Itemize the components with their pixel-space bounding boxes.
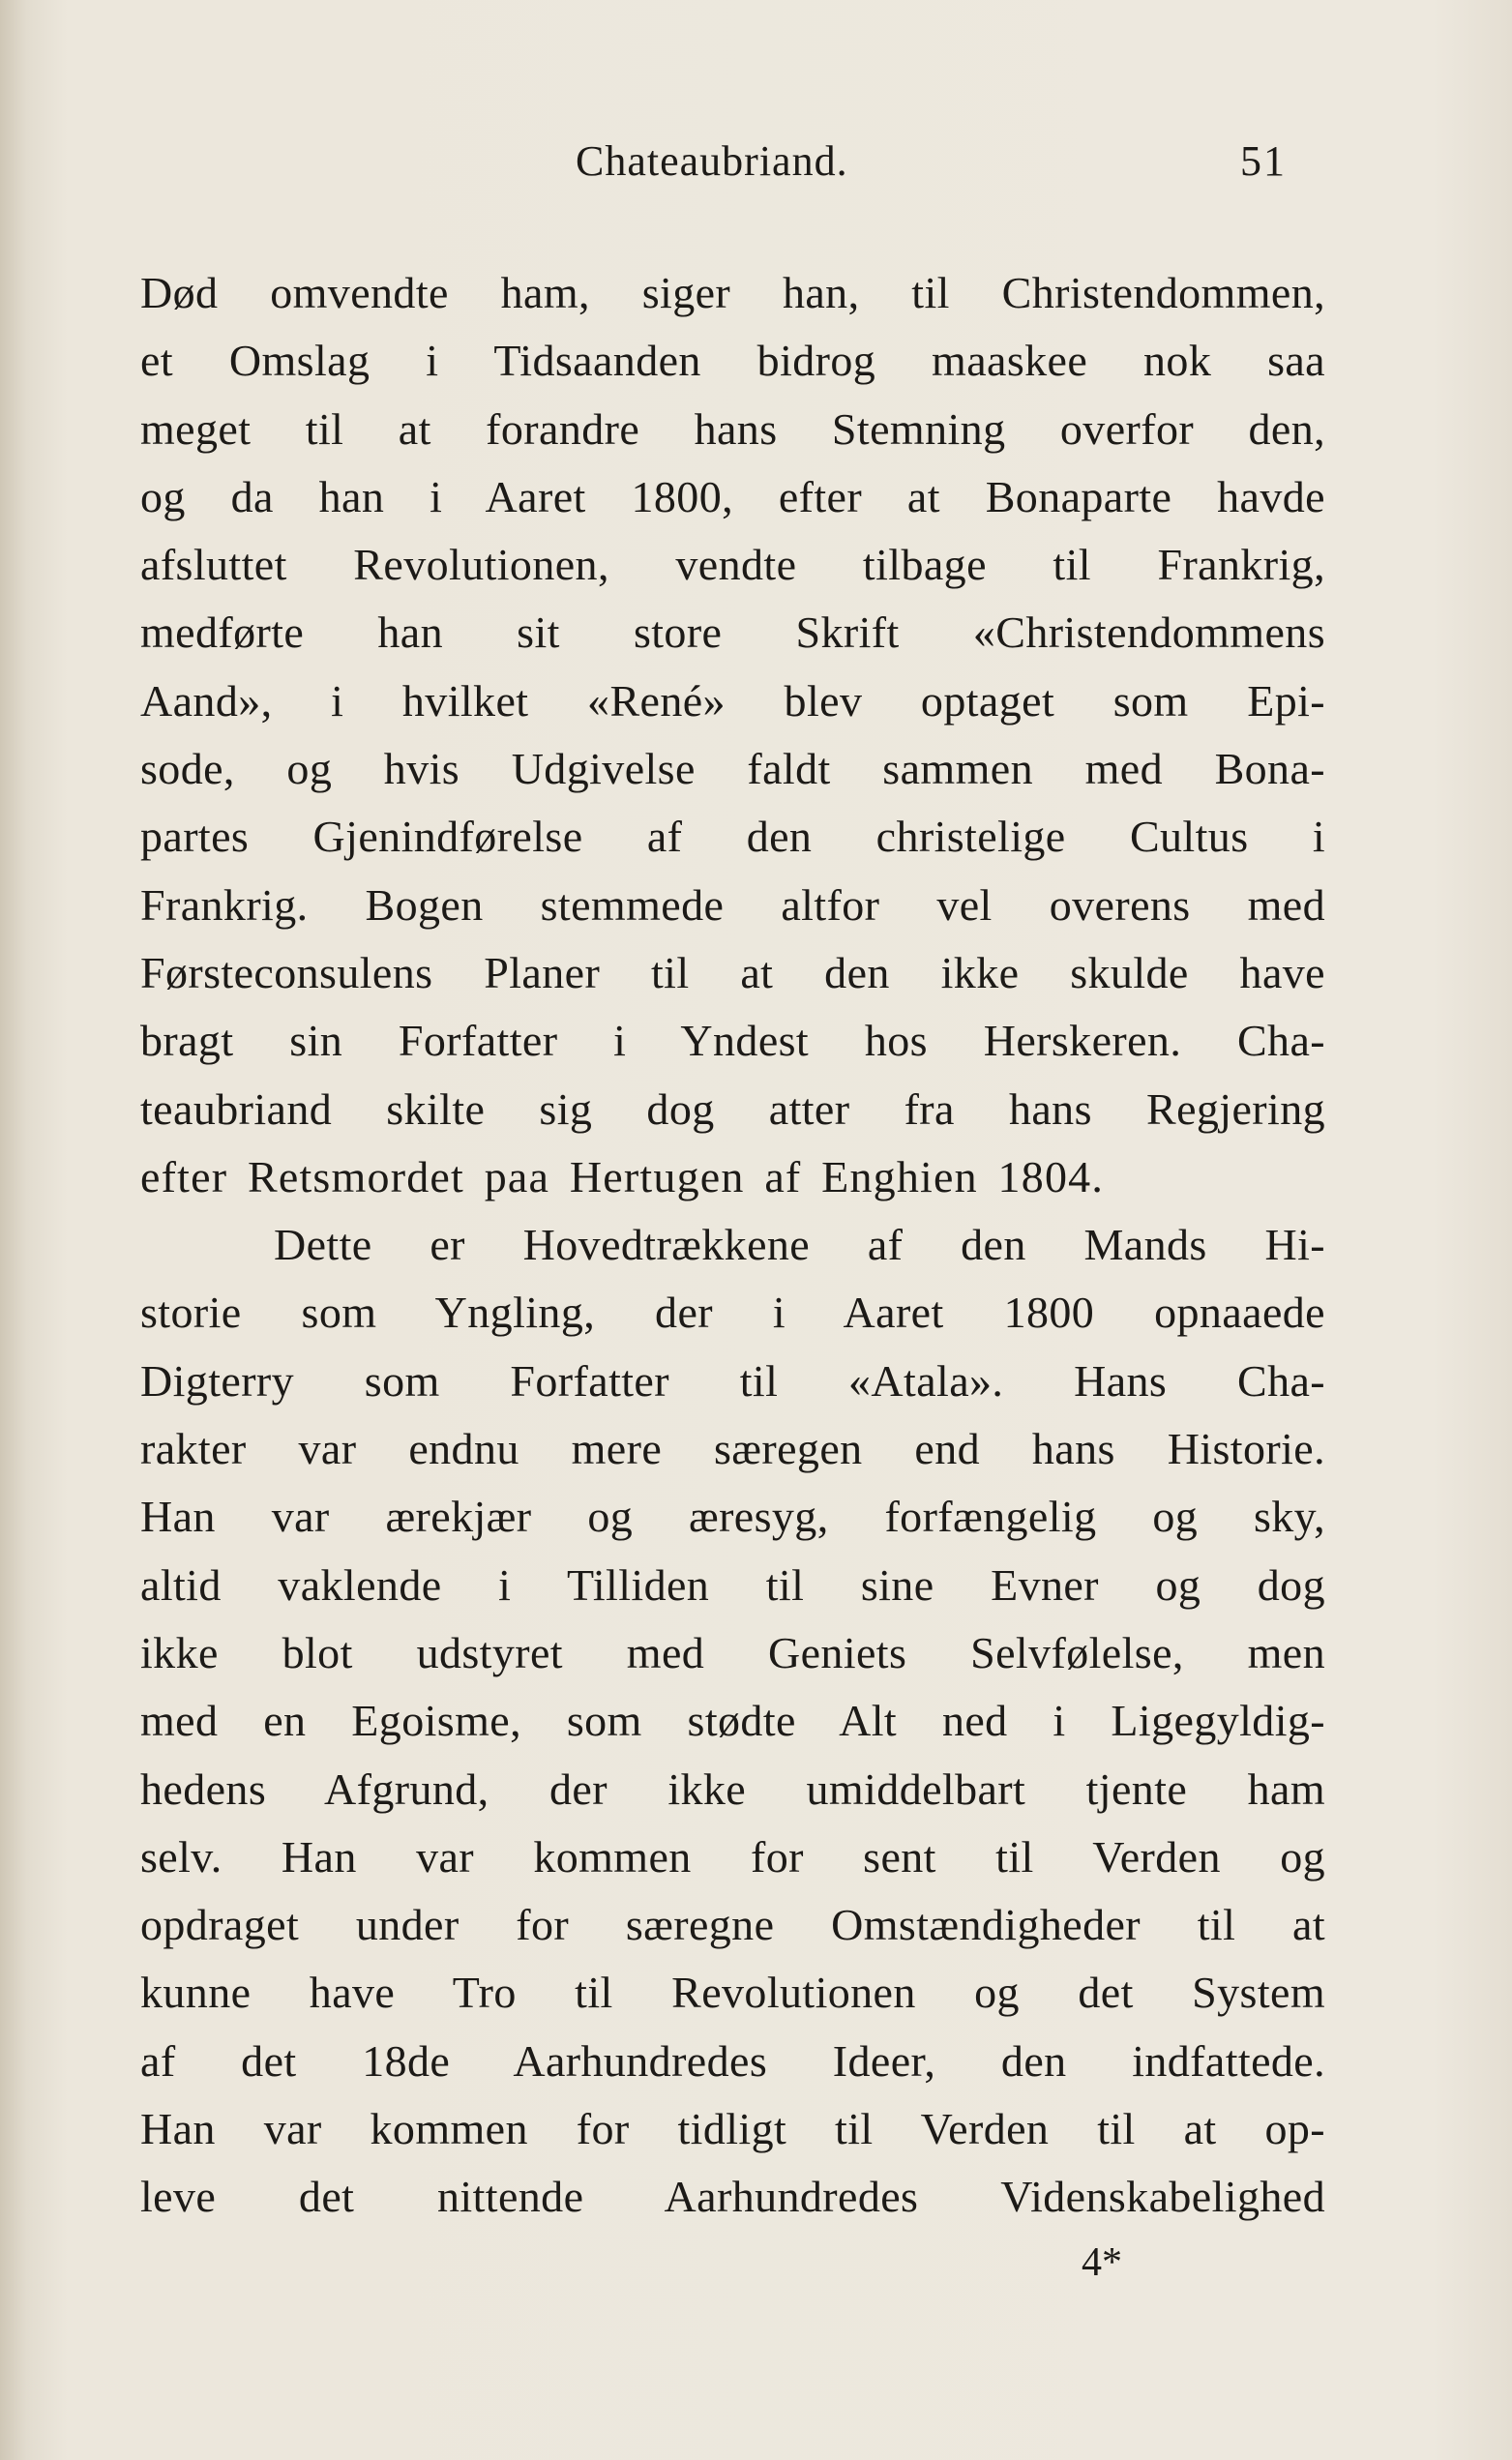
text-line: Digterry som Forfatter til «Atala». Hans Cha- xyxy=(140,1355,1325,1406)
paragraph-start-line: Dette er Hovedtrækkene af den Mands Hi- xyxy=(274,1220,1325,1270)
body-text xyxy=(140,259,1325,2232)
text-line: Førsteconsulens Planer til at den ikke skulde have xyxy=(140,947,1325,997)
text-line: efter Retsmordet paa Hertugen af Enghien 1804. xyxy=(140,1151,1105,1201)
text-line: afsluttet Revolutionen, vendte tilbage til Frankrig, xyxy=(140,540,1325,590)
text-line: kunne have Tro til Revolutionen og det System xyxy=(140,1968,1325,2018)
text-line: opdraget under for særegne Omstændigheder til at xyxy=(140,1900,1325,1950)
text-line: leve det nittende Aarhundredes Videnskabelighed xyxy=(140,2172,1325,2222)
text-line: Han var ærekjær og æresyg, forfængelig og sky, xyxy=(140,1492,1325,1542)
running-title: Chateaubriand. xyxy=(576,137,848,185)
text-line: hedens Afgrund, der ikke umiddelbart tjente ham xyxy=(140,1763,1325,1814)
text-line: med en Egoisme, som stødte Alt ned i Ligegyldig- xyxy=(140,1696,1325,1746)
text-line: Aand», i hvilket «René» blev optaget som Epi- xyxy=(140,675,1325,726)
text-line: teaubriand skilte sig dog atter fra hans Regjering xyxy=(140,1083,1325,1134)
text-line: sode, og hvis Udgivelse faldt sammen med Bona- xyxy=(140,744,1325,794)
text-line: partes Gjenindførelse af den christelige Cultus i xyxy=(140,812,1325,862)
text-line: rakter var endnu mere særegen end hans Historie. xyxy=(140,1424,1325,1474)
text-line: et Omslag i Tidsaanden bidrog maaskee nok saa xyxy=(140,336,1325,386)
text-line: meget til at forandre hans Stemning overfor den, xyxy=(140,403,1325,454)
text-line: storie som Yngling, der i Aaret 1800 opnaaede xyxy=(140,1288,1325,1338)
text-line: selv. Han var kommen for sent til Verden og xyxy=(140,1831,1325,1882)
text-line: altid vaklende i Tilliden til sine Evner og dog xyxy=(140,1559,1325,1610)
text-line: medførte han sit store Skrift «Christendommens xyxy=(140,608,1325,658)
text-line: Han var kommen for tidligt til Verden til at op- xyxy=(140,2104,1325,2154)
text-line: Død omvendte ham, siger han, til Christendommen, xyxy=(140,268,1325,317)
text-line: og da han i Aaret 1800, efter at Bonaparte havde xyxy=(140,471,1325,521)
text-line: af det 18de Aarhundredes Ideer, den indfattede. xyxy=(140,2035,1325,2086)
signature-mark: 4* xyxy=(1082,2240,1122,2285)
page-number: 51 xyxy=(1240,137,1287,185)
text-line: Frankrig. Bogen stemmede altfor vel overens med xyxy=(140,879,1325,930)
text-line: ikke blot udstyret med Geniets Selvfølelse, men xyxy=(140,1627,1325,1677)
text-line: bragt sin Forfatter i Yndest hos Herskeren. Cha- xyxy=(140,1016,1325,1066)
